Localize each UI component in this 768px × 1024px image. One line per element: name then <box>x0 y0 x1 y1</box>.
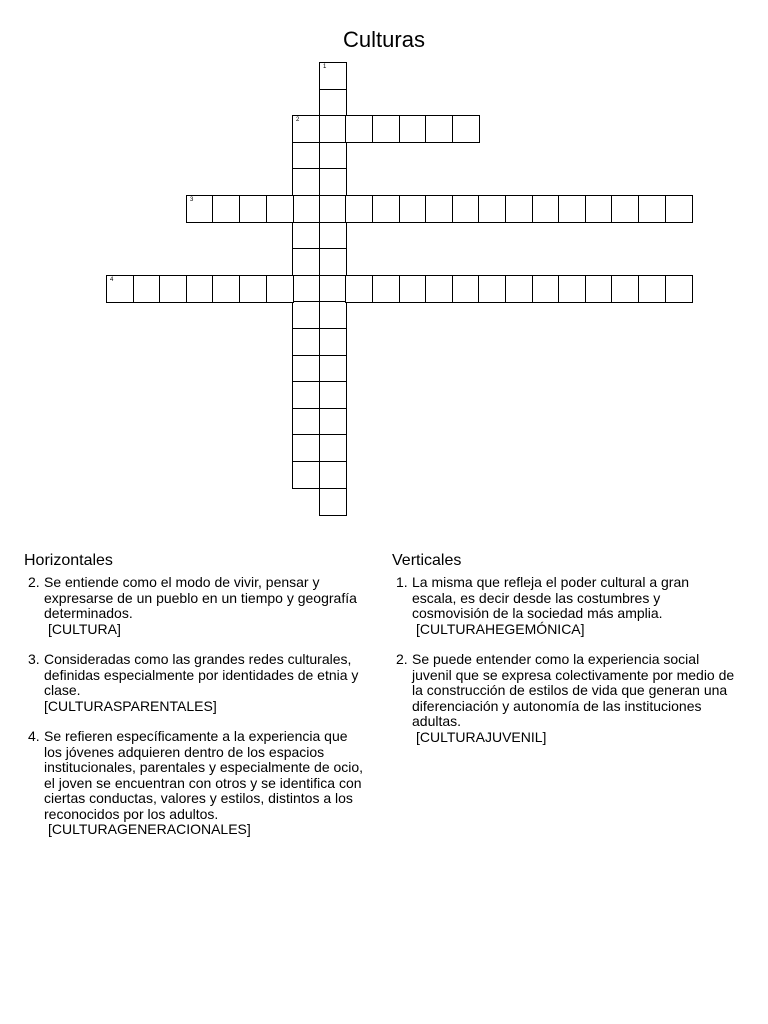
crossword-cell[interactable] <box>212 275 240 303</box>
crossword-cell[interactable] <box>505 195 533 223</box>
crossword-cell[interactable] <box>292 408 320 436</box>
clue-answer: [CULTURAHEGEMÓNICA] <box>416 620 585 637</box>
crossword-cell[interactable] <box>372 275 400 303</box>
crossword-cell[interactable] <box>319 195 347 223</box>
clue-item <box>24 652 369 714</box>
crossword-cell[interactable] <box>611 195 639 223</box>
crossword-cell[interactable] <box>532 275 560 303</box>
clue-answer: [CULTURAJUVENIL] <box>416 728 547 745</box>
crossword-cell[interactable] <box>585 275 613 303</box>
clue-text: La misma que refleja el poder cultural a gran escala, es decir desde las costumbres y cosmovisión de la sociedad más amplia. <box>412 574 690 621</box>
crossword-cell[interactable] <box>292 434 320 462</box>
crossword-cell[interactable] <box>345 115 373 143</box>
crossword-cell[interactable] <box>558 195 586 223</box>
crossword-cell[interactable] <box>266 275 294 303</box>
crossword-cell[interactable] <box>319 62 347 90</box>
crossword-cell[interactable] <box>319 408 347 436</box>
crossword-cell[interactable] <box>292 328 320 356</box>
crossword-cell[interactable] <box>399 195 427 223</box>
crossword-cell[interactable] <box>558 275 586 303</box>
crossword-cell[interactable] <box>292 168 320 196</box>
crossword-cell[interactable] <box>452 195 480 223</box>
crossword-cell[interactable] <box>186 275 214 303</box>
crossword-cell[interactable] <box>319 248 347 276</box>
clue-item <box>392 575 737 637</box>
crossword-cell[interactable] <box>505 275 533 303</box>
clue-answer: [CULTURASPARENTALES] <box>44 697 217 714</box>
crossword-cell[interactable] <box>319 355 347 383</box>
crossword-cell[interactable] <box>292 222 320 250</box>
crossword-cell[interactable] <box>292 275 320 303</box>
crossword-cell[interactable] <box>319 434 347 462</box>
cell-number: 2 <box>296 117 300 123</box>
crossword-cell[interactable] <box>319 168 347 196</box>
page-title: Culturas <box>343 27 425 52</box>
clue-text: Consideradas como las grandes redes culturales, definidas especialmente por identidades de etnia y clase. <box>44 651 359 698</box>
vertical-clues <box>392 575 737 760</box>
crossword-cell[interactable] <box>319 381 347 409</box>
crossword-cell[interactable] <box>319 328 347 356</box>
cell-number: 3 <box>190 197 194 203</box>
horizontal-heading: Horizontales <box>24 552 113 569</box>
clue-number: 2. <box>28 574 40 590</box>
crossword-cell[interactable] <box>239 195 267 223</box>
cell-number: 4 <box>110 277 114 283</box>
crossword-cell[interactable] <box>266 195 294 223</box>
crossword-cell[interactable] <box>425 195 453 223</box>
crossword-cell[interactable] <box>665 195 693 223</box>
crossword-cell[interactable] <box>638 195 666 223</box>
clue-item <box>24 575 369 637</box>
crossword-cell[interactable] <box>133 275 161 303</box>
crossword-cell[interactable] <box>292 115 320 143</box>
cell-number: 1 <box>323 64 327 70</box>
crossword-cell[interactable] <box>292 381 320 409</box>
crossword-cell[interactable] <box>186 195 214 223</box>
clue-number: 4. <box>28 728 40 744</box>
clue-text: Se refieren específicamente a la experiencia que los jóvenes adquieren dentro de los espacios institucionales, parentales y especialmente de ocio, el joven se encuentran con otros y se identifica con ciertas conductas, valores y estilos, distintos a los reconocidos por los adultos. <box>44 728 364 822</box>
clue-number: 2. <box>396 651 408 667</box>
crossword-cell[interactable] <box>319 89 347 117</box>
clue-number: 3. <box>28 651 40 667</box>
crossword-cell[interactable] <box>372 195 400 223</box>
crossword-cell[interactable] <box>399 115 427 143</box>
crossword-cell[interactable] <box>212 195 240 223</box>
clue-item <box>24 729 369 838</box>
crossword-cell[interactable] <box>585 195 613 223</box>
crossword-cell[interactable] <box>292 355 320 383</box>
crossword-cell[interactable] <box>478 275 506 303</box>
crossword-cell[interactable] <box>452 115 480 143</box>
crossword-cell[interactable] <box>665 275 693 303</box>
crossword-cell[interactable] <box>239 275 267 303</box>
crossword-cell[interactable] <box>372 115 400 143</box>
crossword-cell[interactable] <box>425 275 453 303</box>
crossword-cell[interactable] <box>292 195 320 223</box>
clue-text: Se entiende como el modo de vivir, pensar y expresarse de un pueblo en un tiempo y geografía determinados. <box>44 574 357 621</box>
crossword-cell[interactable] <box>319 222 347 250</box>
crossword-cell[interactable] <box>478 195 506 223</box>
crossword-cell[interactable] <box>319 142 347 170</box>
clue-answer: [CULTURA] <box>48 620 121 637</box>
crossword-cell[interactable] <box>638 275 666 303</box>
crossword-cell[interactable] <box>292 301 320 329</box>
clue-item <box>392 652 737 745</box>
crossword-cell[interactable] <box>319 461 347 489</box>
crossword-cell[interactable] <box>345 275 373 303</box>
crossword-cell[interactable] <box>452 275 480 303</box>
crossword-cell[interactable] <box>319 488 347 516</box>
crossword-cell[interactable] <box>345 195 373 223</box>
crossword-cell[interactable] <box>292 461 320 489</box>
clue-answer: [CULTURAGENERACIONALES] <box>48 821 251 837</box>
crossword-cell[interactable] <box>106 275 134 303</box>
crossword-cell[interactable] <box>319 301 347 329</box>
crossword-cell[interactable] <box>292 248 320 276</box>
horizontal-clues <box>24 575 369 853</box>
crossword-cell[interactable] <box>399 275 427 303</box>
crossword-cell[interactable] <box>292 142 320 170</box>
crossword-cell[interactable] <box>319 275 347 303</box>
clue-number: 1. <box>396 574 408 590</box>
crossword-cell[interactable] <box>611 275 639 303</box>
clue-text: Se puede entender como la experiencia social juvenil que se expresa colectivamente por medio de la construcción de estilos de vida que generan una diferenciación y autonomía de las instituciones adultas. <box>412 651 735 729</box>
crossword-cell[interactable] <box>319 115 347 143</box>
crossword-cell[interactable] <box>159 275 187 303</box>
crossword-cell[interactable] <box>532 195 560 223</box>
crossword-cell[interactable] <box>425 115 453 143</box>
vertical-heading: Verticales <box>392 552 462 569</box>
